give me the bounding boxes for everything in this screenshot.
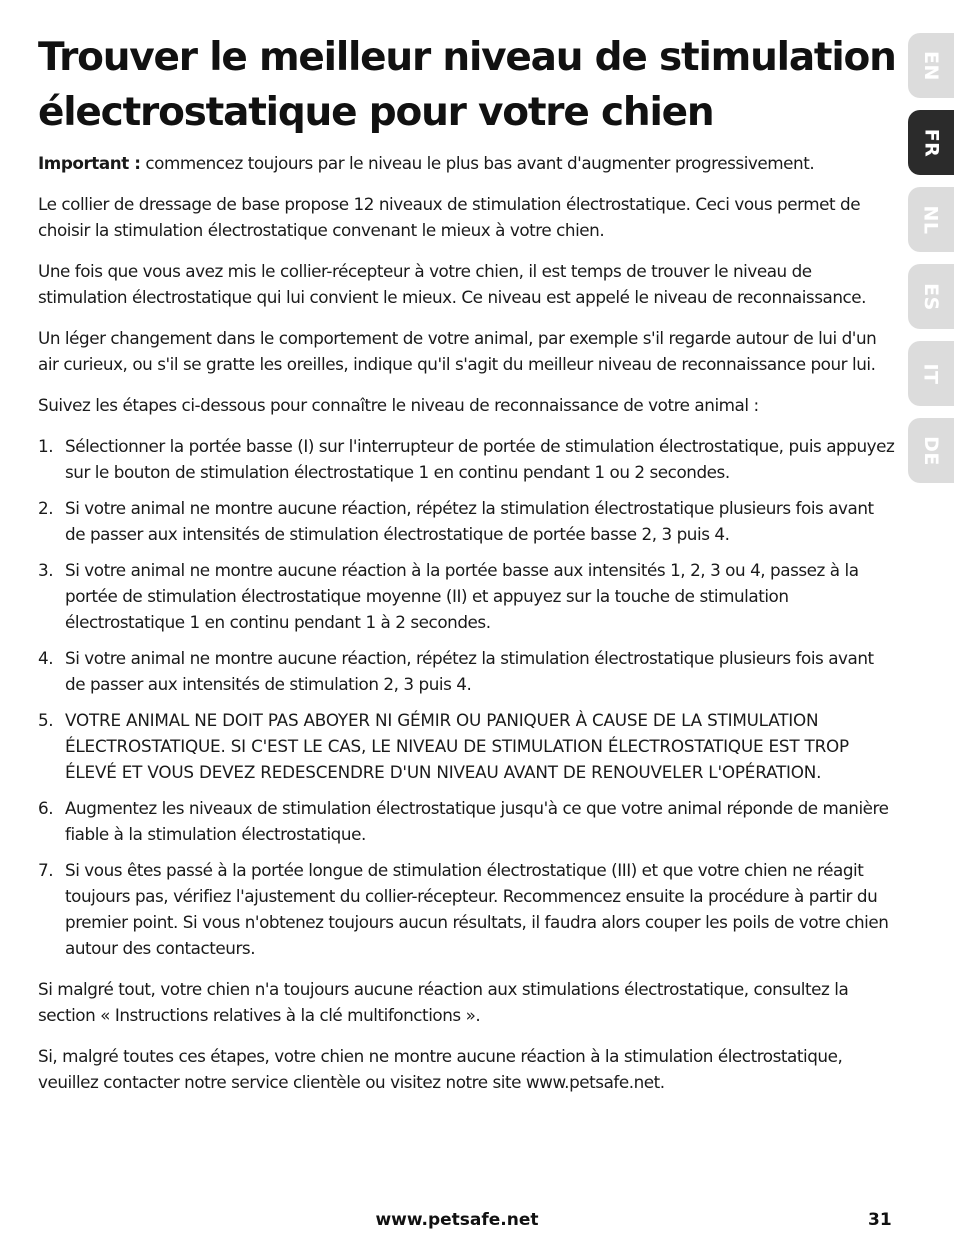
important-text: commencez toujours par le niveau le plus bas avant d'augmenter progressivement. — [140, 153, 815, 173]
intro-paragraph-4: Suivez les étapes ci-dessous pour connaître le niveau de reconnaissance de votre animal : — [38, 395, 759, 415]
list-item — [38, 433, 896, 485]
tab-language-de[interactable] — [908, 418, 954, 483]
tab-language-fr[interactable] — [908, 110, 954, 175]
list-item — [38, 495, 896, 547]
list-item — [38, 645, 896, 697]
page-title — [38, 30, 896, 140]
intro-paragraph-1: Le collier de dressage de base propose 12 niveaux de stimulation électrostatique. Ceci vous permet de choisir la stimulation électrostatique convenant le mieux à votre chien. — [38, 194, 861, 240]
page-content — [38, 30, 896, 1110]
list-item — [38, 707, 896, 785]
step-text: Augmentez les niveaux de stimulation électrostatique jusqu'à ce que votre animal réponde de manière fiable à la stimulation électrostatique. — [65, 798, 889, 844]
list-item — [38, 857, 896, 961]
step-text: Si vous êtes passé à la portée longue de stimulation électrostatique (III) et que votre chien ne réagit toujours pas, vérifiez l'ajustement du collier-récepteur. Recommencez ensuite la procédure à partir du premier point. Si vous n'obtenez toujours aucun résultats, il faudra alors couper les poils de votre chien autour des contacteurs. — [65, 860, 889, 958]
tab-language-it[interactable] — [908, 341, 954, 406]
tab-label: NL — [919, 204, 942, 235]
tab-language-nl[interactable] — [908, 187, 954, 252]
step-number: 5. — [38, 710, 54, 730]
closing-paragraph-1: Si malgré tout, votre chien n'a toujours aucune réaction aux stimulations électrostatique, consultez la section « Instructions relatives à la clé multifonctions ». — [38, 979, 849, 1025]
step-text: Sélectionner la portée basse (I) sur l'interrupteur de portée de stimulation électrostatique, puis appuyez sur le bouton de stimulation électrostatique 1 en continu pendant 1 ou 2 secondes. — [65, 436, 895, 482]
step-text: Si votre animal ne montre aucune réaction, répétez la stimulation électrostatique plusieurs fois avant de passer aux intensités de stimulation 2, 3 puis 4. — [65, 648, 874, 694]
step-text: Si votre animal ne montre aucune réaction, répétez la stimulation électrostatique plusieurs fois avant de passer aux intensités de stimulation électrostatique de portée basse 2, 3 puis 4. — [65, 498, 874, 544]
page-title-line-2: électrostatique pour votre chien — [38, 90, 714, 135]
tab-label: DE — [919, 435, 942, 466]
step-number: 3. — [38, 560, 54, 580]
important-label: Important : — [38, 153, 141, 173]
footer-website: www.petsafe.net — [375, 1210, 539, 1230]
steps-list — [38, 433, 896, 961]
step-number: 4. — [38, 648, 54, 668]
page-title-line-1: Trouver le meilleur niveau de stimulation — [38, 35, 896, 80]
intro-paragraph-2: Une fois que vous avez mis le collier-récepteur à votre chien, il est temps de trouver le niveau de stimulation électrostatique qui lui convient le mieux. Ce niveau est appelé le niveau de reconnaissance. — [38, 261, 867, 307]
important-note — [38, 150, 896, 176]
step-text: VOTRE ANIMAL NE DOIT PAS ABOYER NI GÉMIR OU PANIQUER À CAUSE DE LA STIMULATION ÉLECTROSTATIQUE. SI C'EST LE CAS, LE NIVEAU DE STIMULATION ÉLECTROSTATIQUE EST TROP ÉLEVÉ ET VOUS DEVEZ REDESCENDRE D'UN NIVEAU AVANT DE RENOUVELER L'OPÉRATION. — [65, 710, 849, 782]
intro-paragraph-3: Un léger changement dans le comportement de votre animal, par exemple s'il regarde autour de lui d'un air curieux, ou s'il se gratte les oreilles, indique qu'il s'agit du meilleur niveau de reconnaissance pour lui. — [38, 328, 877, 374]
tab-label: IT — [920, 362, 942, 385]
closing-paragraph-2: Si, malgré toutes ces étapes, votre chien ne montre aucune réaction à la stimulation électrostatique, veuillez contacter notre service clientèle ou visitez notre site www.petsafe.net. — [38, 1046, 843, 1092]
step-number: 1. — [38, 436, 54, 456]
language-tabs — [908, 33, 954, 495]
step-text: Si votre animal ne montre aucune réaction à la portée basse aux intensités 1, 2, 3 ou 4, passez à la portée de stimulation électrostatique moyenne (II) et appuyez sur la touche de stimulation électrostatique 1 en continu pendant 1 à 2 secondes. — [65, 560, 859, 632]
list-item — [38, 795, 896, 847]
tab-label: FR — [919, 128, 942, 157]
list-item — [38, 557, 896, 635]
page-number: 31 — [868, 1210, 892, 1230]
tab-label: EN — [919, 50, 942, 81]
step-number: 6. — [38, 798, 54, 818]
tab-language-es[interactable] — [908, 264, 954, 329]
step-number: 2. — [38, 498, 54, 518]
tab-language-en[interactable] — [908, 33, 954, 98]
tab-label: ES — [919, 282, 942, 311]
step-number: 7. — [38, 860, 54, 880]
